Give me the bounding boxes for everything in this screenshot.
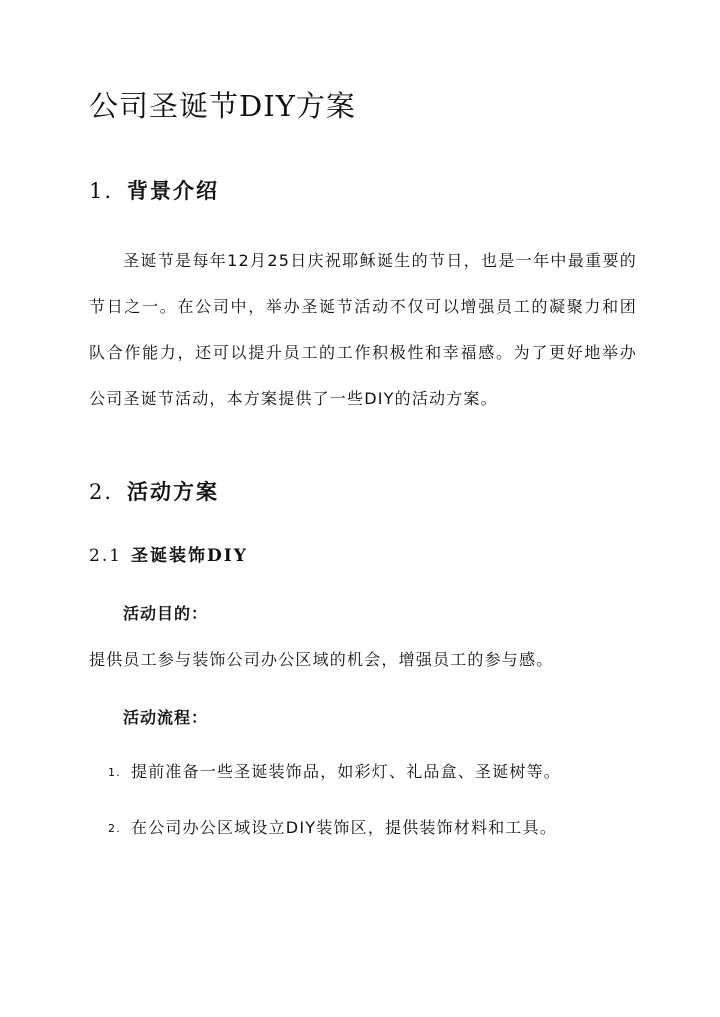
- list-marker: 1.: [108, 766, 121, 779]
- section-title: 活动方案: [127, 479, 219, 504]
- purpose-text: 提供员工参与装饰公司办公区域的机会，增强员工的参与感。: [89, 650, 554, 669]
- section-title: 背景介绍: [127, 178, 219, 203]
- purpose-label: 活动目的：: [123, 604, 209, 623]
- process-step: [108, 815, 557, 838]
- section-number: 2.: [89, 480, 114, 504]
- process-step: [108, 759, 561, 782]
- step-text: 提前准备一些圣诞装饰品，如彩灯、礼品盒、圣诞树等。: [131, 762, 562, 781]
- document-title: 公司圣诞节DIY方案: [89, 89, 356, 123]
- background-paragraph: 圣诞节是每年12月25日庆祝耶稣诞生的节日，也是一年中最重要的节日之一。在公司中，举办圣诞节活动不仅可以增强员工的凝聚力和团队合作能力，还可以提升员工的工作积极性和幸福感。为了更好地举办公司圣诞节活动，本方案提供了一些DIY的活动方案。: [89, 251, 637, 408]
- subsection-title: 圣诞装饰DIY: [131, 546, 248, 566]
- list-marker: 2.: [108, 822, 121, 835]
- section-number: 1.: [89, 179, 114, 203]
- subsection-number: 2.1: [89, 546, 123, 566]
- section-heading-activity-plan: [89, 476, 219, 506]
- section-heading-background: [89, 175, 219, 205]
- subsection-heading-decoration-diy: [89, 541, 248, 566]
- process-label: 活动流程：: [123, 708, 209, 727]
- step-text: 在公司办公区域设立DIY装饰区，提供装饰材料和工具。: [131, 818, 558, 837]
